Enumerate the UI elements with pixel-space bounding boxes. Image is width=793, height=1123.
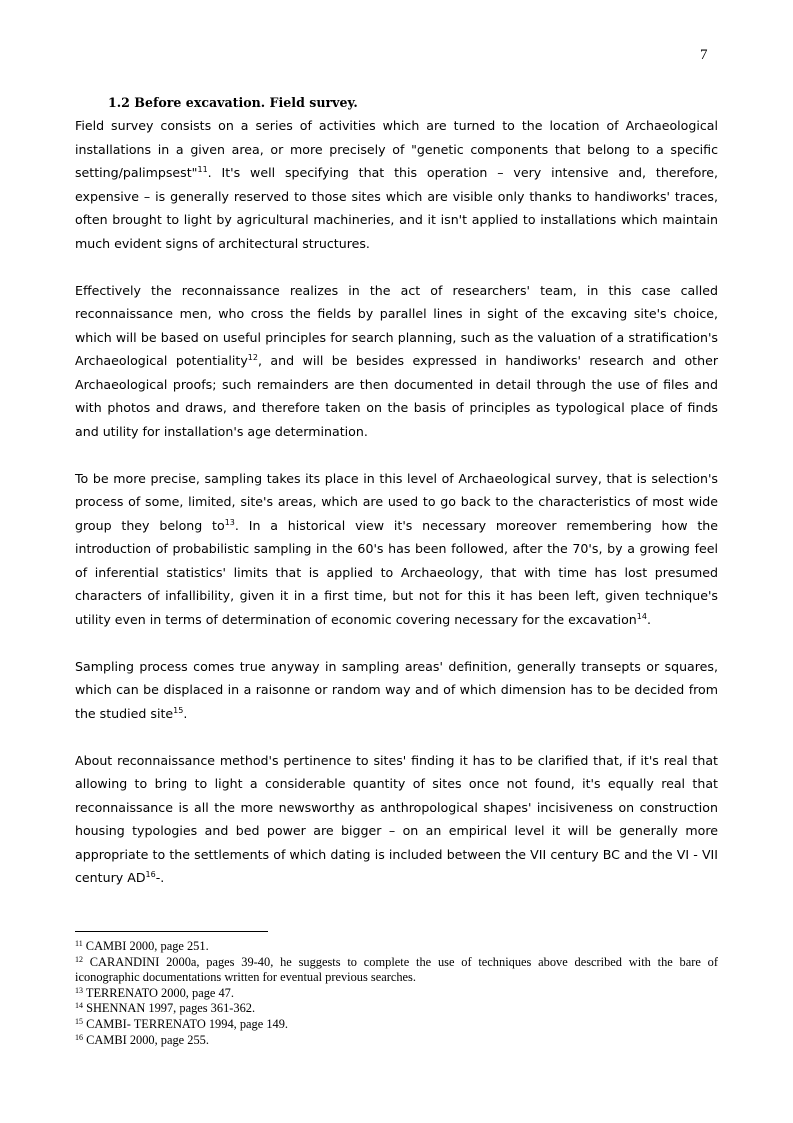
footnotes [75,939,718,1048]
footnote-ref-11: 11 [197,165,208,174]
footnote-15 [75,1017,718,1033]
footnote-text: TERRENATO 2000, page 47. [83,985,234,1000]
paragraph-text: -. [155,870,165,885]
paragraph-text: Effectively the reconnaissance realizes in the act of researchers' team, in this case called reconnaissance men, who cross the fields by parallel lines in sight of the excaving site's choice, which will be based on useful principles for search planning, such as the valuation of a stratification's Archaeological potentiality [75,282,718,368]
footnote-number: 14 [75,1001,83,1011]
footnote-number: 12 [75,954,83,964]
footnote-number: 16 [75,1032,83,1042]
footnote-text: CARANDINI 2000a, pages 39-40, he suggests to complete the use of techniques above described with the bare of iconographic documentations written for eventual previous searches. [75,954,718,985]
section-heading: 1.2 Before excavation. Field survey. [108,95,358,110]
paragraph-text: Field survey consists on a series of activities which are turned to the location of Archaeological installations in a given area, or more precisely of "genetic components that belong to a specific setting/palimpsest" [75,118,718,180]
footnote-14 [75,1001,718,1017]
paragraph-text: . It's well specifying that this operation – very intensive and, therefore, expensive – is generally reserved to those sites which are visible only thanks to handiworks' traces, often brought to light by agricultural machineries, and it isn't applied to installations which maintain much evident signs of architectural structures. [75,165,718,251]
footnote-text: SHENNAN 1997, pages 361-362. [83,1001,256,1016]
paragraph-4 [75,655,718,726]
paragraph-1 [75,114,718,255]
paragraph-text: . In a historical view it's necessary moreover remembering how the introduction of probabilistic sampling in the 60's has been followed, after the 70's, by a growing feel of inferential statistics' limits that is applied to Archaeology, that with time has lost presumed characters of infallibility, given it in a first time, but not for this it has been left, given technique's utility even in terms of determination of economic covering necessary for the excavation [75,517,718,627]
paragraph-2 [75,279,718,444]
footnote-13 [75,986,718,1002]
footnote-ref-13: 13 [224,517,235,527]
footnote-number: 13 [75,985,83,995]
paragraph-text: . [183,705,188,721]
paragraph-text: Sampling process comes true anyway in sampling areas' definition, generally transepts or squares, which can be displaced in a raisonne or random way and of which dimension has to be decided from the studied site [75,658,718,721]
footnote-text: CAMBI- TERRENATO 1994, page 149. [83,1016,289,1031]
footnote-ref-15: 15 [173,705,184,715]
footnote-16 [75,1033,718,1049]
footnote-separator [75,931,268,932]
paragraph-text: . [646,611,651,627]
page-number: 7 [700,47,708,63]
footnote-ref-16: 16 [145,870,156,879]
footnote-ref-12: 12 [247,353,258,362]
footnote-text: CAMBI 2000, page 255. [83,1032,209,1047]
paragraph-5 [75,749,718,890]
footnote-text: CAMBI 2000, page 251. [82,939,209,953]
paragraph-3 [75,467,718,632]
paragraph-text: About reconnaissance method's pertinence to sites' finding it has to be clarified that, if it's real that allowing to bring to light a considerable quantity of sites once not found, it's equally real that reconnaissance is all the more newsworthy as anthropological shapes' incisiveness on construction housing typologies and bed power are bigger – on an empirical level it will be generally more appropriate to the settlements of which dating is included between the VII century BC and the VI - VII century AD [75,752,718,885]
paragraph-text: To be more precise, sampling takes its place in this level of Archaeological survey, that is selection's process of some, limited, site's areas, which are used to go back to the characteristics of most wide group they belong to [75,470,718,533]
main-text [75,92,718,890]
paragraph-text: , and will be besides expressed in handiworks' research and other Archaeological proofs; such remainders are then documented in detail through the use of files and with photos and draws, and therefore taken on the basis of principles as typological place of finds and utility for installation's age determination. [75,353,718,439]
footnote-11 [75,939,718,955]
footnote-number: 11 [75,939,83,948]
footnote-12 [75,955,718,986]
footnote-ref-14: 14 [636,611,647,621]
footnote-number: 15 [75,1016,83,1026]
